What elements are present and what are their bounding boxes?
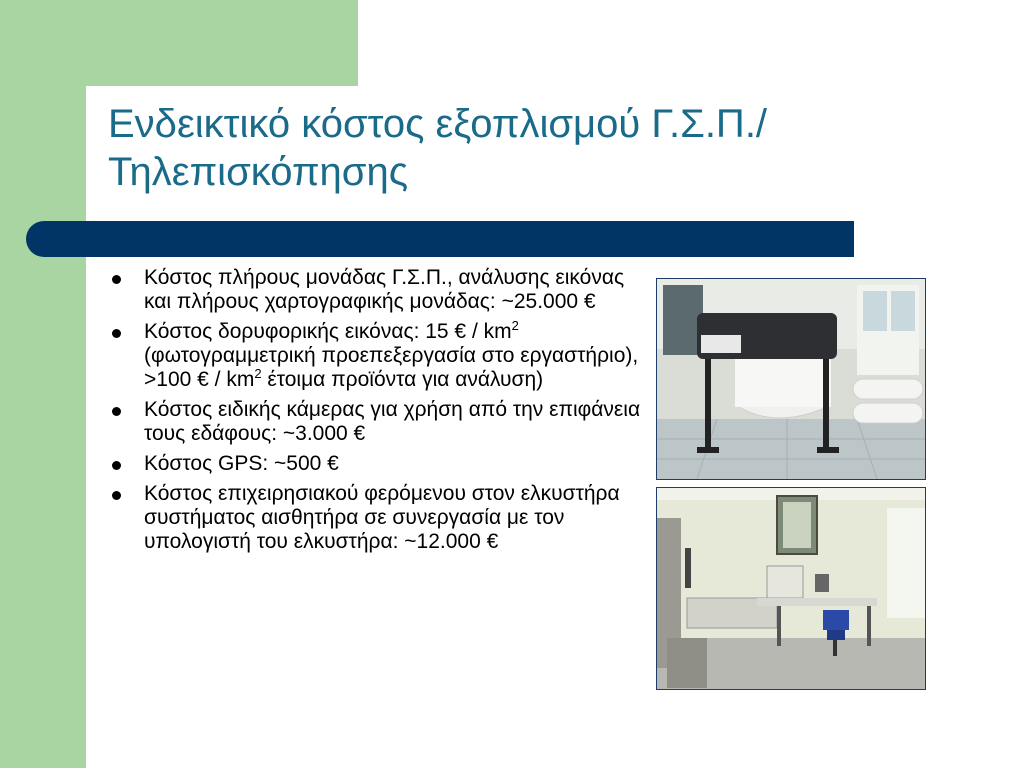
title-line-1: Ενδεικτικό κόστος εξοπλισμού Γ.Σ.Π./ <box>108 102 768 146</box>
superscript: 2 <box>254 366 262 381</box>
bullet-dot-icon <box>112 407 121 416</box>
bullet-item <box>104 452 644 476</box>
bullet-item <box>104 398 644 446</box>
bullet-dot-icon <box>112 329 121 338</box>
bullet-dot-icon <box>112 461 121 470</box>
bullet-text-part: (φωτογραμμετρική προεπεξεργασία στο εργαστήριο), >100 € / km <box>144 344 639 391</box>
bullet-dot-icon <box>112 491 121 500</box>
bullet-text: Κόστος πλήρους μονάδας Γ.Σ.Π., ανάλυσης εικόνας και πλήρους χαρτογραφικής μονάδας: ~25.000 € <box>144 266 625 313</box>
bullet-item <box>104 320 644 392</box>
slide-title <box>108 100 928 196</box>
plotter-photo <box>656 278 926 480</box>
bullet-text-part: έτοιμα προϊόντα για ανάλυση) <box>261 368 544 391</box>
bullet-item <box>104 482 644 554</box>
bullet-item <box>104 266 644 314</box>
lab-room-photo <box>656 487 926 690</box>
superscript: 2 <box>511 318 519 333</box>
bullet-text: Κόστος ειδικής κάμερας για χρήση από την επιφάνεια τους εδάφους: ~3.000 € <box>144 398 641 445</box>
bullet-text: Κόστος GPS: ~500 € <box>144 452 339 475</box>
title-line-2: Τηλεπισκόπησης <box>108 150 408 194</box>
bullet-text-part: Κόστος δορυφορικής εικόνας: 15 € / km <box>144 320 512 343</box>
bullet-text: Κόστος επιχειρησιακού φερόμενου στον ελκυστήρα συστήματος αισθητήρα σε συνεργασία με τον υπολογιστή του ελκυστήρα: ~12.000 € <box>144 482 620 553</box>
bullet-dot-icon <box>112 275 121 284</box>
green-top-block <box>86 0 358 86</box>
bullet-list <box>104 266 644 560</box>
title-divider-bar <box>26 221 854 257</box>
green-side-strip <box>0 0 86 768</box>
